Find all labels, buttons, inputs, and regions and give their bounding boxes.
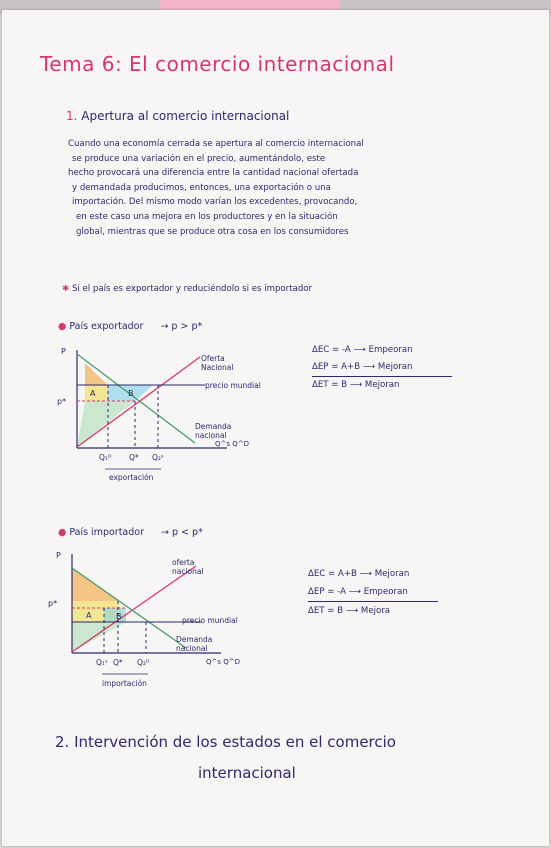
supply-label: oferta [172,558,195,567]
note-text: Si el país es exportador y reduciéndolo si es importador [71,284,313,294]
p-axis-label: P [61,347,66,356]
x-axis-label: Q^s Q^D [206,658,241,666]
pink-sticky-note [160,0,340,10]
section-2-number: 2. [55,733,70,751]
section-1-title: Apertura al comercio internacional [81,109,290,123]
exporter-equations [312,342,452,394]
importer-label: País importador [69,527,144,538]
bullet-dot-icon: ● [58,527,67,538]
q2-label: Q₂ᴰ [137,658,150,667]
world-price-label: precio mundial [205,381,261,390]
p-axis-label: P [56,551,61,560]
q2-label: Q₂ˢ [152,453,164,462]
area-a-label: A [90,389,96,398]
section-1-note [62,284,312,294]
section-2-title-line2: internacional [198,764,296,782]
supply-label: Nacional [201,363,234,372]
importer-bullet [58,527,203,538]
section-2-title-line1: Intervención de los estados en el comercio [74,733,396,751]
asterisk-icon: ✱ [62,284,70,294]
supply-label: nacional [172,567,204,576]
bullet-dot-icon: ● [58,321,67,332]
section-1-heading [66,109,289,123]
demand-label: nacional [176,644,208,653]
page-title: Tema 6: El comercio internacional [40,52,395,76]
trade-label: exportación [109,473,154,482]
exporter-graph [55,340,261,490]
equation-line: ΔEC = A+B ⟶ Mejoran [308,569,410,579]
demand-label: nacional [195,431,227,440]
exporter-bullet [58,321,202,332]
area-b-fill [104,608,126,622]
equation-line: ΔEP = A+B ⟶ Mejoran [312,362,413,372]
section-2-heading [55,733,396,751]
paragraph-line: Cuando una economía cerrada se apertura al comercio internacional [68,139,364,149]
p-star-label: p* [57,397,67,406]
paragraph-line: hecho provocará una diferencia entre la cantidad nacional ofertada [68,168,359,179]
exporter-condition: → p > p* [160,321,203,332]
section-1-number: 1. [66,109,78,123]
p-star-label: p* [48,599,58,608]
paragraph-line: en este caso una mejora en los productores y en la situación [76,211,338,222]
qstar-label: Q* [113,658,123,667]
qstar-label: Q* [129,453,139,462]
x-axis-label: Q^s Q^D [215,440,250,448]
exporter-label: País exportador [69,321,144,332]
supply-label: Oferta [201,354,225,363]
area-b-label: B [128,389,134,398]
area-a-fill [85,385,108,401]
area-b-label: B [116,612,122,621]
area-a-label: A [86,611,92,620]
paragraph-line: se produce una variación en el precio, aumentándolo, este [72,153,326,164]
importer-condition: → p < p* [161,527,203,538]
section-1-paragraph [68,137,364,239]
equation-line: ΔEC = -A ⟶ Empeoran [312,345,413,355]
demand-label: Demanda [176,635,213,644]
equation-line: ΔET = B ⟶ Mejora [308,601,438,620]
paragraph-line: importación. Del mismo modo varían los excedentes, provocando, [72,197,358,208]
paragraph-line: y demandada producimos, entonces, una exportación o una [72,182,331,193]
equation-line: ΔET = B ⟶ Mejoran [312,376,452,394]
world-price-label: precio mundial [182,616,238,625]
q1-label: Q₁ᴰ [99,453,112,462]
importer-equations [308,565,438,620]
demand-label: Demanda [195,422,232,431]
q1-label: Q₁ˢ [96,658,108,667]
paragraph-line: global, mientras que se produce otra cosa en los consumidores [76,226,349,237]
equation-line: ΔEP = -A ⟶ Empeoran [308,587,408,597]
trade-label: importación [102,679,147,688]
importer-graph [46,546,246,696]
